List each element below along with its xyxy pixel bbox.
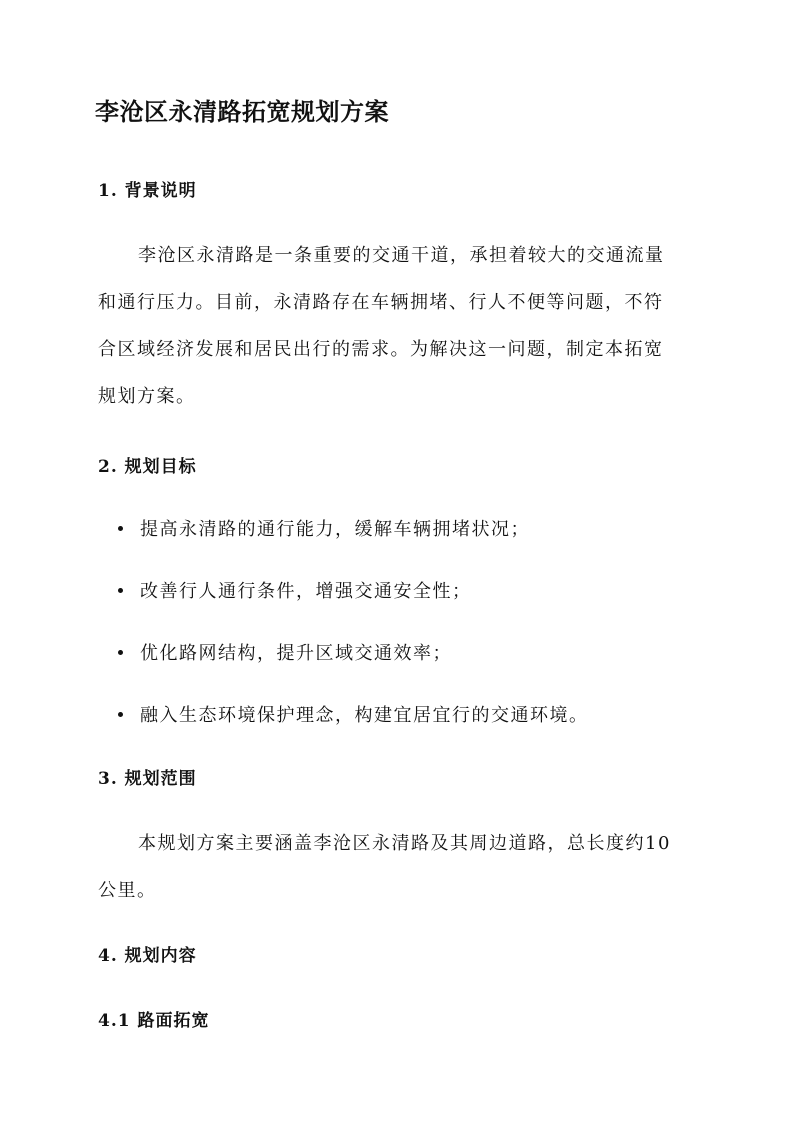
goal-text: 融入生态环境保护理念，构建宜居宜行的交通环境。 bbox=[140, 705, 589, 726]
goal-list-item bbox=[118, 515, 530, 541]
goal-text: 优化路网结构，提升区域交通效率； bbox=[140, 643, 452, 664]
bullet-icon bbox=[118, 712, 123, 717]
subsection-heading-road-widening: 4.1 路面拓宽 bbox=[98, 1011, 210, 1031]
goal-list-item bbox=[118, 639, 452, 665]
paragraph-line: 规划方案。 bbox=[98, 386, 196, 407]
paragraph-line: 合区域经济发展和居民出行的需求。为解决这一问题，制定本拓宽 bbox=[98, 339, 664, 360]
bullet-icon bbox=[118, 650, 123, 655]
goal-list-item bbox=[118, 701, 589, 727]
bullet-icon bbox=[118, 588, 123, 593]
goal-list-item bbox=[118, 577, 472, 603]
paragraph-line: 李沧区永清路是一条重要的交通干道，承担着较大的交通流量 bbox=[138, 245, 665, 266]
paragraph-line: 和通行压力。目前，永清路存在车辆拥堵、行人不便等问题，不符 bbox=[98, 292, 664, 313]
paragraph-line: 公里。 bbox=[98, 880, 157, 901]
goal-text: 提高永清路的通行能力，缓解车辆拥堵状况； bbox=[140, 519, 530, 540]
paragraph-line: 本规划方案主要涵盖李沧区永清路及其周边道路，总长度约10 bbox=[138, 833, 671, 854]
bullet-icon bbox=[118, 526, 123, 531]
section-heading-background: 1. 背景说明 bbox=[98, 181, 197, 201]
section-heading-content: 4. 规划内容 bbox=[98, 946, 197, 966]
section-heading-goals: 2. 规划目标 bbox=[98, 457, 197, 477]
section-heading-scope: 3. 规划范围 bbox=[98, 769, 197, 789]
document-title: 李沧区永清路拓宽规划方案 bbox=[95, 97, 389, 126]
goal-text: 改善行人通行条件，增强交通安全性； bbox=[140, 581, 472, 602]
